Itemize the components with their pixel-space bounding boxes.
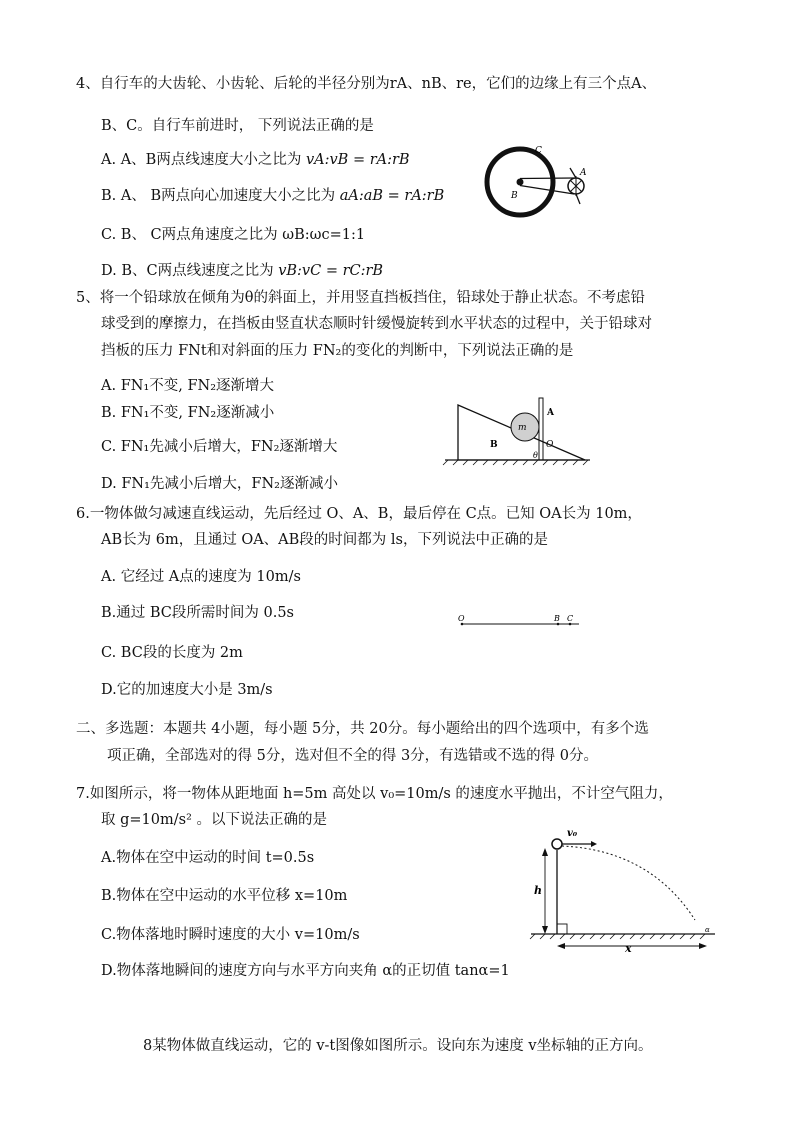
chain-bottom	[520, 186, 574, 195]
point-b	[557, 623, 560, 626]
label-h: h	[534, 884, 542, 897]
label-c: C	[535, 146, 542, 156]
pedal-crank	[576, 194, 580, 204]
label-b: B	[490, 440, 498, 450]
height-arrow-top	[542, 848, 548, 856]
q4-option-d-formula: vB:vC = rC:rB	[278, 263, 384, 279]
q7-option-d: D.物体落地瞬间的速度方向与水平方向夹角 α的正切值 tanα=1	[101, 963, 510, 979]
label-v0: v₀	[567, 828, 578, 839]
q7-option-b: B.物体在空中运动的水平位移 x=10m	[101, 888, 348, 904]
q8-stem-line1: 8某物体做直线运动，它的 v-t图像如图所示。设向东为速度 v坐标轴的正方向。	[143, 1038, 653, 1054]
label-a: A	[580, 168, 587, 178]
chain-top	[520, 178, 574, 179]
q5-option-d: D. FN₁先减小后增大，FN₂逐渐减小	[101, 476, 338, 492]
q4-option-c: C. B、 C两点角速度之比为 ωB:ωc=1:1	[101, 227, 366, 243]
incline-figure	[440, 395, 600, 467]
q4-stem-line2: B、C。自行车前进时， 下列说法正确的是	[101, 118, 374, 134]
q6-stem-line2: AB长为 6m，且通过 OA、AB段的时间都为 ls，下列说法中正确的是	[101, 532, 548, 548]
q4-option-b-formula: aA:aB = rA:rB	[339, 188, 445, 204]
q4-option-d	[101, 261, 383, 281]
q6-option-d: D.它的加速度大小是 3m/s	[101, 682, 273, 698]
q4-option-a-formula: vA:vB = rA:rB	[305, 152, 410, 168]
q5-option-b: B. FN₁不变, FN₂逐渐减小	[101, 405, 275, 421]
velocity-arrowhead	[591, 841, 597, 847]
q6-option-c: C. BC段的长度为 2m	[101, 645, 243, 661]
motion-line-figure	[455, 608, 585, 632]
q6-stem-line1: 6.一物体做匀减速直线运动，先后经过 O、A、B，最后停在 C点。已知 OA长为 10m，	[76, 506, 642, 522]
label-c: C	[567, 614, 574, 623]
baffle-plate	[539, 398, 543, 460]
q7-stem-line1: 7.如图所示，将一物体从距地面 h=5m 高处以 v₀=10m/s 的速度水平抛出，不计空气阻力，	[76, 786, 673, 802]
label-o: O	[546, 440, 554, 450]
label-b: B	[554, 614, 560, 623]
label-theta: θ	[533, 451, 538, 460]
point-c	[569, 623, 572, 626]
q4-option-a-text: A. A、B两点线速度大小之比为	[101, 152, 302, 168]
q5-stem-line1: 5、将一个铅球放在倾角为θ的斜面上，并用竖直挡板挡住，铅球处于静止状态。不考虑铅	[76, 290, 645, 306]
pedal-crank	[570, 168, 576, 178]
q5-option-c: C. FN₁先减小后增大，FN₂逐渐增大	[101, 439, 338, 455]
q4-option-b-text: B. A、 B两点向心加速度大小之比为	[101, 188, 336, 204]
section2-line1: 二、多选题：本题共 4小题，每小题 5分，共 20分。每小题给出的四个选项中，有多个选	[76, 721, 649, 737]
label-b: B	[511, 191, 518, 201]
right-angle-mark	[557, 924, 567, 934]
small-sprocket	[517, 179, 524, 186]
q6-option-b: B.通过 BC段所需时间为 0.5s	[101, 605, 295, 621]
height-arrow-bottom	[542, 926, 548, 934]
q7-stem-line2: 取 g=10m/s² 。以下说法正确的是	[101, 812, 327, 828]
distance-arrow-right	[699, 943, 707, 949]
bicycle-figure	[480, 140, 590, 220]
q4-option-a	[101, 150, 410, 170]
label-a: A	[547, 408, 554, 418]
q6-option-a: A. 它经过 A点的速度为 10m/s	[101, 569, 301, 585]
q4-stem-line1: 4、自行车的大齿轮、小齿轮、后轮的半径分别为rA、nB、re，它们的边缘上有三个点A、	[76, 76, 657, 92]
point-o	[461, 623, 464, 626]
section2-line2: 项正确，全部选对的得 5分，选对但不全的得 3分，有选错或不选的得 0分。	[107, 748, 599, 764]
q7-option-a: A.物体在空中运动的时间 t=0.5s	[101, 850, 315, 866]
label-m: m	[518, 423, 527, 433]
q4-option-d-text: D. B、C两点线速度之比为	[101, 263, 274, 279]
distance-arrow-left	[557, 943, 565, 949]
label-alpha: α	[705, 926, 710, 934]
label-o: O	[458, 614, 465, 623]
q7-option-c: C.物体落地时瞬时速度的大小 v=10m/s	[101, 927, 360, 943]
trajectory-curve	[562, 846, 695, 920]
projectile-figure	[525, 820, 720, 958]
q5-option-a: A. FN₁不变, FN₂逐渐增大	[101, 378, 275, 394]
q4-option-b	[101, 186, 444, 206]
ground-hatching	[443, 460, 588, 465]
q5-stem-line3: 挡板的压力 FNt和对斜面的压力 FN₂的变化的判断中，下列说法正确的是	[101, 343, 574, 359]
q5-stem-line2: 球受到的摩擦力，在挡板由竖直状态顺时针缓慢旋转到水平状态的过程中，关于铅球对	[101, 316, 652, 332]
projectile-ball	[552, 839, 562, 849]
label-x: x	[625, 942, 632, 955]
ground-hatching	[530, 934, 705, 939]
